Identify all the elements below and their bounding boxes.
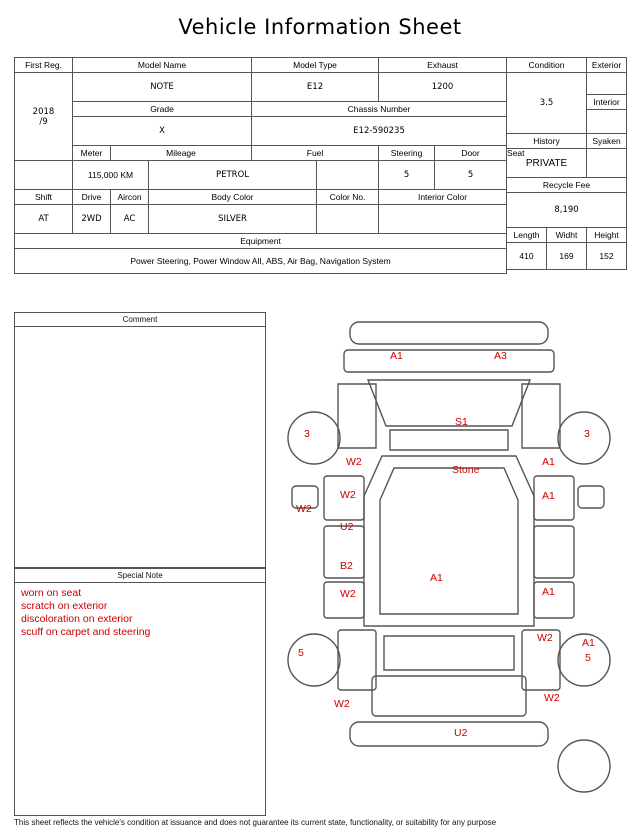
shift-label: Shift [15, 190, 73, 205]
width-value: 169 [547, 243, 587, 270]
damage-mark: W2 [346, 456, 362, 468]
height-label: Height [587, 228, 627, 243]
damage-mark: A1 [542, 456, 555, 468]
damage-mark: W2 [296, 503, 312, 515]
vehicle-main-table: First Reg. Model Name Model Type Exhaust 2018 /9 NOTE E12 1200 Grade Chassis Number X E12-590235 Meter Mileage Fuel Steering Door Seat 115,000 KM PETROL 5 5 Shift Drive Aircon Body Color Color No. Interior Color AT 2WD AC SILVER Equipment Power Steering, Power Window AlI, ABS, Air Bag, Navigation System [14, 57, 507, 274]
comment-text [15, 327, 265, 335]
condition-value: 3.5 [507, 73, 587, 134]
interior-color-value [379, 205, 507, 234]
syaken-label: Syaken [587, 134, 627, 149]
special-note-text [15, 583, 265, 643]
equipment-value: Power Steering, Power Window AlI, ABS, Air Bag, Navigation System [15, 249, 507, 274]
damage-mark: 3 [584, 428, 590, 440]
damage-mark: A1 [430, 572, 443, 584]
recycle-fee-value: 8,190 [507, 193, 627, 228]
first-reg-label: First Reg. [15, 58, 73, 73]
disclaimer-text: This sheet reflects the vehicle's condition at issuance and does not guarantee its current state, functionality, or suitability for any purpose [14, 818, 497, 827]
damage-mark: Stone [452, 464, 480, 476]
steering-label: Steering [379, 146, 435, 161]
recycle-fee-label: Recycle Fee [507, 178, 627, 193]
special-note-line: worn on seat [21, 587, 82, 599]
door-label: Door [435, 146, 507, 161]
damage-mark: A1 [542, 586, 555, 598]
special-note-panel [14, 568, 266, 816]
length-label: Length [507, 228, 547, 243]
meter-label: Meter [73, 146, 111, 161]
equipment-label: Equipment [15, 234, 507, 249]
exterior-value [587, 73, 627, 95]
damage-mark: W2 [544, 692, 560, 704]
damage-mark: A1 [390, 350, 403, 362]
door-value: 5 [379, 161, 435, 190]
damage-mark: W2 [340, 588, 356, 600]
interior-color-label: Interior Color [379, 190, 507, 205]
damage-mark: W2 [334, 698, 350, 710]
special-note-label: Special Note [15, 569, 265, 583]
length-value: 410 [507, 243, 547, 270]
car-damage-diagram [272, 310, 626, 810]
car-outline-svg [272, 310, 626, 810]
first-reg-month: /9 [39, 116, 48, 127]
model-type-value: E12 [252, 73, 379, 102]
color-no-value [317, 205, 379, 234]
model-name-label: Model Name [73, 58, 252, 73]
interior-value [587, 110, 627, 134]
damage-mark: W2 [340, 489, 356, 501]
fuel-value: PETROL [149, 161, 317, 190]
grade-value: X [73, 117, 252, 146]
special-note-line: discoloration on exterior [21, 613, 133, 625]
history-label: History [507, 134, 587, 149]
damage-mark: U2 [454, 727, 468, 739]
body-color-label: Body Color [149, 190, 317, 205]
meter-value [15, 161, 73, 190]
aircon-value: AC [111, 205, 149, 234]
chassis-label: Chassis Number [252, 102, 507, 117]
color-no-label: Color No. [317, 190, 379, 205]
damage-mark: B2 [340, 560, 353, 572]
shift-value: AT [15, 205, 73, 234]
width-label: Widht [547, 228, 587, 243]
damage-mark: U2 [340, 521, 354, 533]
damage-mark: A3 [494, 350, 507, 362]
mileage-label: Mileage [111, 146, 252, 161]
aircon-label: Aircon [111, 190, 149, 205]
special-note-line: scuff on carpet and steering [21, 626, 151, 638]
steering-value [317, 161, 379, 190]
vehicle-right-table [506, 57, 627, 270]
grade-label: Grade [73, 102, 252, 117]
seat-value: 5 [435, 161, 507, 190]
drive-value: 2WD [73, 205, 111, 234]
comment-label: Comment [15, 313, 265, 327]
damage-mark: S1 [455, 416, 468, 428]
drive-label: Drive [73, 190, 111, 205]
first-reg-value [15, 73, 73, 161]
model-name-value: NOTE [73, 73, 252, 102]
chassis-value: E12-590235 [252, 117, 507, 146]
condition-label: Condition [507, 58, 587, 73]
history-value: PRIVATE [507, 149, 587, 178]
interior-label: Interior [587, 94, 627, 110]
height-value: 152 [587, 243, 627, 270]
exterior-label: Exterior [587, 58, 627, 73]
mileage-value: 115,000 KM [73, 161, 149, 190]
damage-mark: 5 [298, 647, 304, 659]
special-note-line: scratch on exterior [21, 600, 108, 612]
damage-mark: W2 [537, 632, 553, 644]
exhaust-label: Exhaust [379, 58, 507, 73]
first-reg-year: 2018 [32, 106, 55, 117]
exhaust-value: 1200 [379, 73, 507, 102]
damage-mark: 5 [585, 652, 591, 664]
damage-mark: A1 [582, 637, 595, 649]
fuel-label: Fuel [252, 146, 379, 161]
body-color-value: SILVER [149, 205, 317, 234]
damage-mark: 3 [304, 428, 310, 440]
damage-mark: A1 [542, 490, 555, 502]
syaken-value [587, 149, 627, 178]
comment-panel [14, 312, 266, 568]
model-type-label: Model Type [252, 58, 379, 73]
page-title: Vehicle Information Sheet [178, 15, 462, 39]
